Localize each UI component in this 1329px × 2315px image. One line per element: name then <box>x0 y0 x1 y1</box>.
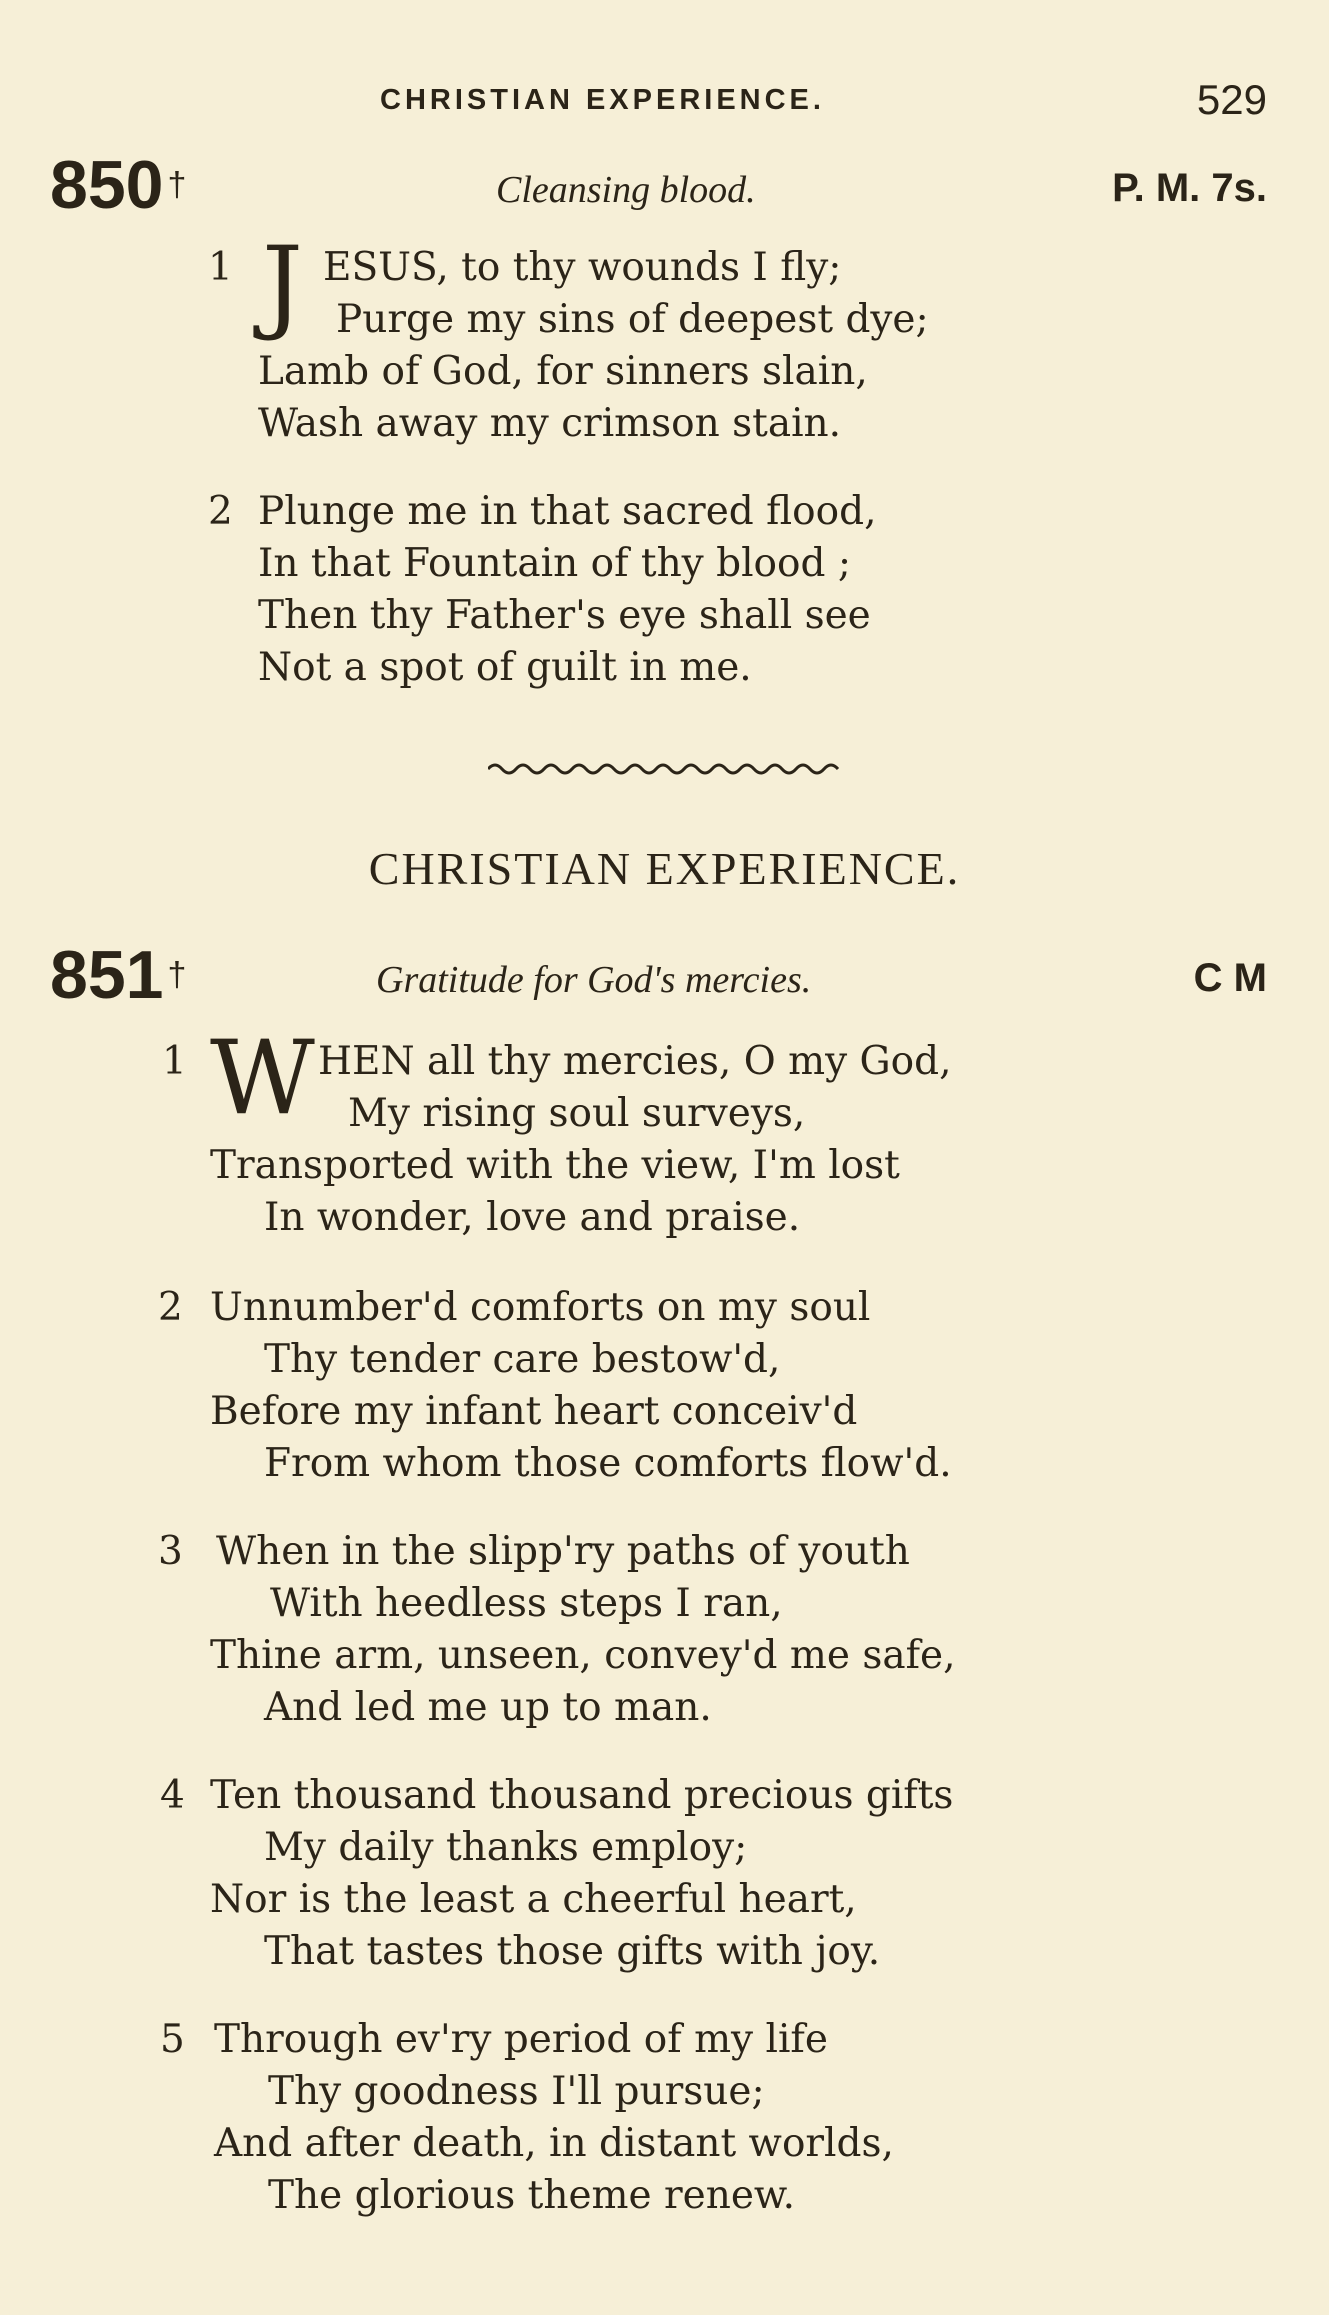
verse-line: My daily thanks employ; <box>264 1825 748 1870</box>
verse-line: Before my infant heart conceiv'd <box>210 1389 858 1434</box>
verse-line: That tastes those gifts with joy. <box>264 1929 881 1974</box>
hymn-meter: C M <box>1193 956 1267 1000</box>
verse-line: Ten thousand thousand precious gifts <box>210 1773 954 1818</box>
verse-number: 3 <box>158 1529 183 1574</box>
verse-number: 2 <box>158 1285 183 1330</box>
verse-line: Through ev'ry period of my life <box>214 2017 828 2062</box>
hymn-header-851 <box>50 937 1267 1013</box>
hymn-number: 851 † <box>50 937 187 1013</box>
hymn-title: Gratitude for God's mercies. <box>376 959 812 1001</box>
verse-number: 1 <box>208 245 233 290</box>
verse-line: Then thy Father's eye shall see <box>258 593 871 638</box>
verse-line: And led me up to man. <box>264 1685 712 1730</box>
verse-line: When in the slipp'ry paths of youth <box>216 1529 910 1574</box>
drop-cap: J <box>262 225 303 344</box>
verse-line: In that Fountain of thy blood ; <box>258 541 852 586</box>
section-heading: CHRISTIAN EXPERIENCE. <box>368 843 961 894</box>
verse-line: Transported with the view, I'm lost <box>210 1143 900 1188</box>
verse-line: Thy goodness I'll pursue; <box>268 2069 765 2114</box>
verse-line: My rising soul surveys, <box>348 1091 806 1136</box>
wavy-rule-ornament <box>488 755 848 783</box>
verse-number: 5 <box>160 2017 185 2062</box>
verse-line: Thine arm, unseen, convey'd me safe, <box>210 1633 956 1678</box>
dagger-mark: † <box>167 956 187 994</box>
dagger-mark: † <box>167 166 187 204</box>
drop-cap: W <box>210 1019 315 1138</box>
hymn-title: Cleansing blood. <box>496 169 756 211</box>
hymn-number: 850 † <box>50 147 187 223</box>
verse-line: In wonder, love and praise. <box>264 1195 801 1240</box>
verse-number: 1 <box>162 1039 187 1084</box>
verse-line: Wash away my crimson stain. <box>258 401 842 446</box>
page-number: 529 <box>1196 76 1267 123</box>
verse-line: Plunge me in that sacred flood, <box>258 489 877 534</box>
verse-line: With heedless steps I ran, <box>270 1581 783 1626</box>
verse-line: Purge my sins of deepest dye; <box>336 297 929 342</box>
hymn-header-850 <box>50 147 1267 223</box>
verse-line: ESUS, to thy wounds I fly; <box>323 245 842 290</box>
verse-line: Unnumber'd comforts on my soul <box>210 1285 871 1330</box>
verse-line: From whom those comforts flow'd. <box>264 1441 952 1486</box>
verse-number: 2 <box>208 489 233 534</box>
running-head: CHRISTIAN EXPERIENCE. <box>380 84 825 116</box>
verse-line: Thy tender care bestow'd, <box>264 1337 781 1382</box>
verse-number: 4 <box>160 1773 185 1818</box>
verse-line: Nor is the least a cheerful heart, <box>210 1877 857 1922</box>
verse-line: HEN all thy mercies, O my God, <box>318 1039 952 1084</box>
hymn-meter: P. M. 7s. <box>1112 166 1267 210</box>
verse-line: The glorious theme renew. <box>268 2173 796 2218</box>
verse-line: Not a spot of guilt in me. <box>258 645 752 690</box>
verse-line: Lamb of God, for sinners slain, <box>258 349 868 394</box>
verse-line: And after death, in distant worlds, <box>214 2121 894 2166</box>
